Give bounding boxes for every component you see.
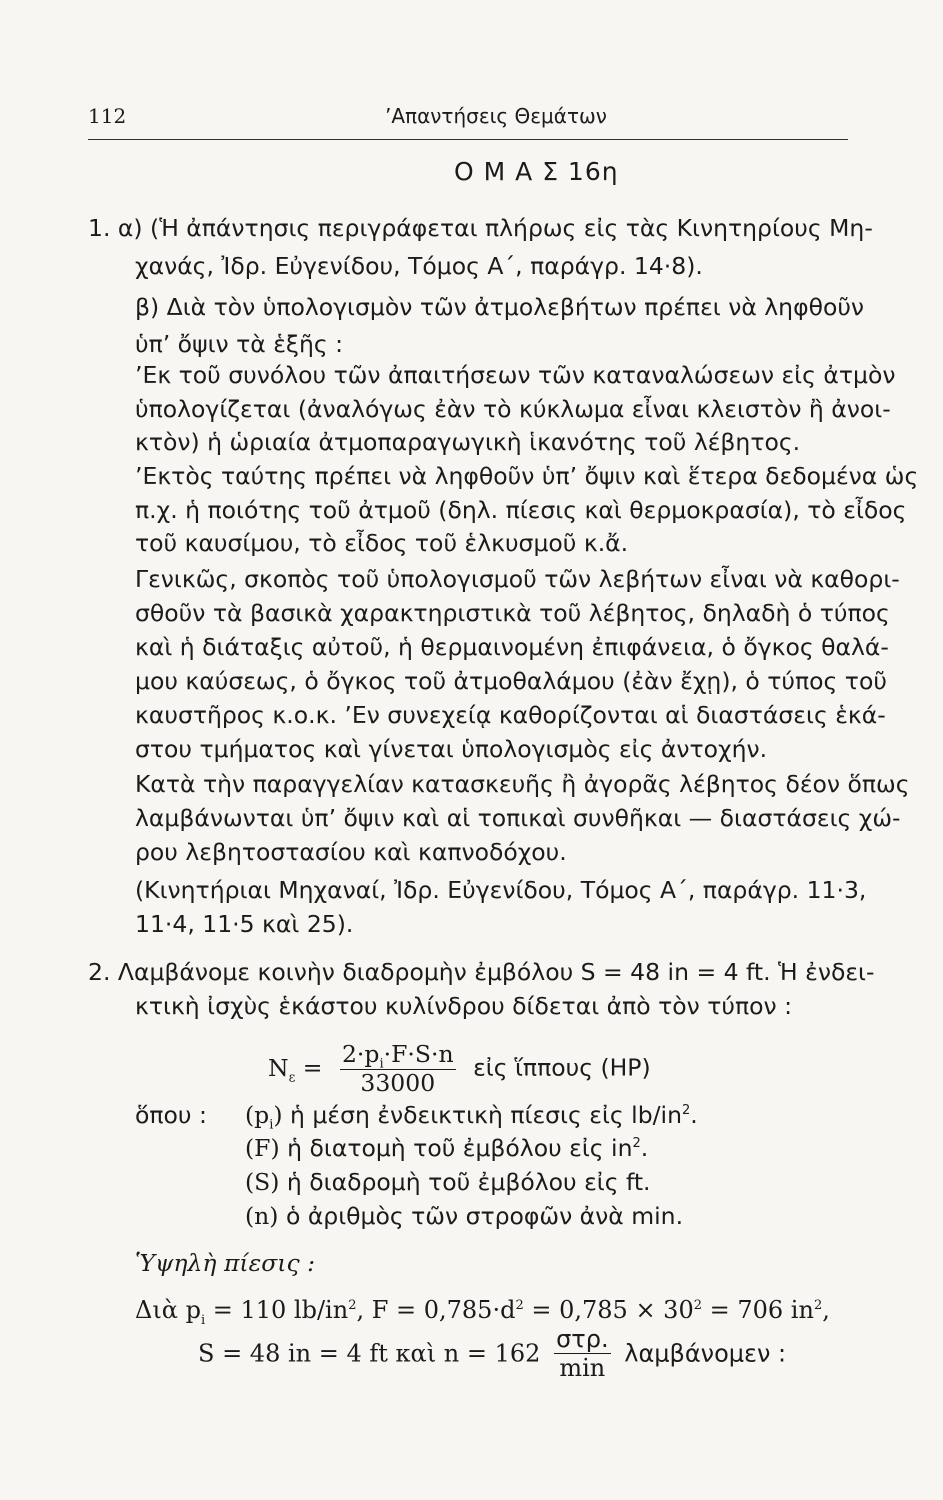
calc-line-2: S = 48 in = 4 ft καὶ n = 162 $\frac{\text{στρ.}}{\min}$ λαμβάνομεν : <box>198 1325 787 1382</box>
formula-denominator: 33000 <box>360 1068 436 1097</box>
definition-pi: $(p_i)$ ἡ μέση ἐνδεικτικὴ πίεσις εἰς $lb/in^2$. <box>245 1101 698 1133</box>
q1-line-19: ρου λεβητοστασίου καὶ καπνοδόχου. <box>135 838 567 866</box>
q1-line-6: ὑπολογίζεται (ἀναλόγως ἐὰν τὸ κύκλωμα εἶναι κλειστὸν ἢ ἀνοι- <box>135 395 891 423</box>
where-label: ὅπου : <box>135 1101 207 1129</box>
q1-line-3: β) Διὰ τὸν ὑπολογισμὸν τῶν ἀτμολεβήτων πρέπει νὰ ληφθοῦν <box>135 293 865 321</box>
running-title: ’Απαντήσεις Θεμάτων <box>385 104 607 128</box>
formula-numerator: $2\cdot p_i\cdot F\cdot S\cdot n$ <box>341 1040 454 1072</box>
q1-line-18: λαμβάνωνται ὑπ’ ὄψιν καὶ αἱ τοπικαὶ συνθῆκαι — διαστάσεις χώ- <box>135 804 901 832</box>
q1-line-2: χανάς, Ἰδρ. Εὐγενίδου, Τόμος Α΄, παράγρ. 14·8). <box>135 252 703 280</box>
q1-line-7: κτὸν) ἡ ὡριαία ἀτμοπαραγωγικὴ ἱκανότης τοῦ λέβητος. <box>135 428 801 456</box>
q1-line-1: 1. α) (Ἡ ἀπάντησις περιγράφεται πλήρως εἰς τὰς Κινητηρίους Μη- <box>88 214 873 242</box>
section-title: Ο Μ Α Σ 16η <box>454 157 619 186</box>
high-pressure-heading: Ὑψηλὴ πίεσις : <box>135 1249 316 1277</box>
indicated-power-formula <box>268 1040 651 1097</box>
q1-line-16: στου τμήματος καὶ γίνεται ὑπολογισμὸς εἰς ἀντοχήν. <box>135 735 768 763</box>
definition-s: (S) ἡ διαδρομὴ τοῦ ἐμβόλου εἰς ft. <box>245 1168 651 1196</box>
q1-line-14: μου καύσεως, ὁ ὄγκος τοῦ ἀτμοθαλάμου (ἐὰν ἔχῃ), ὁ τύπος τοῦ <box>135 667 887 695</box>
q1-line-10: τοῦ καυσίμου, τὸ εἶδος τοῦ ἑλκυσμοῦ κ.ἄ. <box>135 529 629 557</box>
q1-line-15: καυστῆρος κ.ο.κ. ’Εν συνεχείᾳ καθορίζονται αἱ διαστάσεις ἑκά- <box>135 701 886 729</box>
q1-line-17: Κατὰ τὴν παραγγελίαν κατασκευῆς ἢ ἀγορᾶς λέβητος δέον ὅπως <box>135 770 910 798</box>
formula-unit: εἰς ἵππους (HP) <box>473 1053 651 1082</box>
rpm-fraction: $\frac{\text{στρ.}}{\min}$ <box>556 1325 609 1382</box>
formula-lhs: $N_\varepsilon$ <box>268 1053 296 1086</box>
q2-line-2: κτικὴ ἰσχὺς ἑκάστου κυλίνδρου δίδεται ἀπὸ τὸν τύπον : <box>135 992 793 1020</box>
q1-line-12: σθοῦν τὰ βασικὰ χαρακτηριστικὰ τοῦ λέβητος, δηλαδὴ ὁ τύπος <box>135 599 890 627</box>
header-divider <box>88 139 848 140</box>
q1-line-8: ’Εκτὸς ταύτης πρέπει νὰ ληφθοῦν ὑπ’ ὄψιν καὶ ἕτερα δεδομένα ὡς <box>135 462 919 490</box>
definition-pi-symbol: $(p_i)$ <box>245 1101 283 1133</box>
calc-line-1: Διὰ $p_i = 110$ $lb/in^2$, $F = 0,785\cdot d^2 = 0,785 \times 30^2 = 706$ $in^2$, <box>135 1296 830 1328</box>
q1-line-4: ὑπ’ ὄψιν τὰ ἑξῆς : <box>135 330 344 358</box>
page-number: 112 <box>88 104 127 128</box>
q2-line-1: 2. Λαμβάνομε κοινὴν διαδρομὴν ἐμβόλου S = 48 in = 4 ft. Ἡ ἐνδει- <box>88 958 875 986</box>
definition-f: (F) ἡ διατομὴ τοῦ ἐμβόλου εἰς $in^2$. <box>245 1134 649 1162</box>
q1-line-5: ’Εκ τοῦ συνόλου τῶν ἀπαιτήσεων τῶν καταναλώσεων εἰς ἀτμὸν <box>135 361 896 389</box>
formula-fraction <box>340 1040 456 1097</box>
q1-line-21: 11·4, 11·5 καὶ 25). <box>135 910 354 938</box>
q1-line-11: Γενικῶς, σκοπὸς τοῦ ὑπολογισμοῦ τῶν λεβήτων εἶναι νὰ καθορι- <box>135 565 900 593</box>
q1-line-20: (Κινητήριαι Μηχαναί, Ἰδρ. Εὐγενίδου, Τόμος Α΄, παράγρ. 11·3, <box>135 876 867 904</box>
formula-equals: = <box>302 1053 323 1082</box>
q1-line-9: π.χ. ἡ ποιότης τοῦ ἀτμοῦ (δηλ. πίεσις καὶ θερμοκρασία), τὸ εἶδος <box>135 496 907 524</box>
q1-line-13: καὶ ἡ διάταξις αὐτοῦ, ἡ θερμαινομένη ἐπιφάνεια, ὁ ὄγκος θαλά- <box>135 633 889 661</box>
definition-n: (n) ὁ ἀριθμὸς τῶν στροφῶν ἀνὰ min. <box>245 1202 684 1230</box>
